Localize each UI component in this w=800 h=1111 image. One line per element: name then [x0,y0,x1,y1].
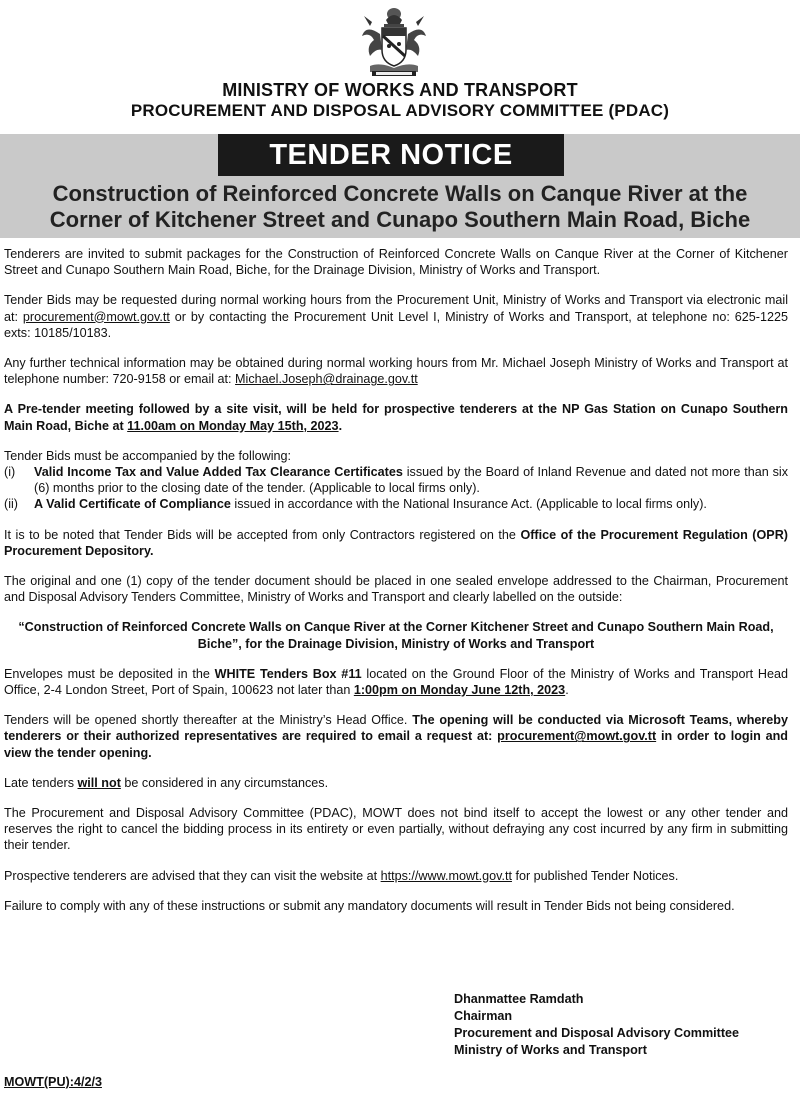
text: A Pre-tender meeting followed by a site visit, will be held for prospective tenderers at the NP Gas Station on Cunapo Southern Main Road, Biche at [4,402,788,433]
text: . [565,683,569,698]
signature-block [454,991,739,1059]
envelope-label-quote: “Construction of Reinforced Concrete Walls on Canque River at the Corner Kitchener Street and Cunapo Southern Main Road, Biche”, for the Drainage Division, Ministry of Works and Transport [18,620,774,651]
subject-line-1: Construction of Reinforced Concrete Walls on Canque River at the [52,181,748,206]
closing-date: 1:00pm on Monday June 12th, 2023 [353,683,566,698]
text: be considered in any circumstances. [120,775,329,790]
signatory-name: Dhanmattee Ramdath [454,992,584,1006]
paragraph-technical-info [4,355,788,387]
paragraph-envelope-instructions: The original and one (1) copy of the tender document should be placed in one sealed envelope addressed to the Chairman, Procurement and Disposal Advisory Tenders Committee, Ministry of Works and Transport and clearly labelled on the outside: [4,574,788,605]
paragraph-compliance: Failure to comply with any of these instructions or submit any mandatory documents will result in Tender Bids not being considered. [4,898,735,913]
text: WHITE Tenders Box #11 [214,666,362,681]
text: A Valid Certificate of Compliance [34,497,231,512]
procurement-email-link[interactable]: procurement@mowt.gov.tt [22,309,170,324]
text: Late tenders [4,775,78,790]
paragraph-registration [4,527,788,559]
text: Tenders will be opened shortly thereafter at the Ministry’s Head Office. [4,713,413,728]
text: issued in accordance with the National Insurance Act. (Applicable to local firms only). [230,497,707,512]
committee-name: PROCUREMENT AND DISPOSAL ADVISORY COMMITTEE (PDAC) [130,101,670,120]
text: Any further technical information may be obtained during normal working hours from Mr. Michael Joseph Ministry of Works and Transport at telephone number: 720-9158 or email at: [4,356,788,387]
signatory-ministry: Ministry of Works and Transport [454,1043,647,1057]
text: Valid Income Tax and Value Added Tax Clearance Certificates [34,465,403,480]
text: . [338,418,343,433]
paragraph-deposit [4,666,788,698]
notice-banner [0,134,800,238]
text: The opening will be conducted via Microsoft Teams, whereby tenderers or their authorized representatives are required to email a request at: [4,713,789,744]
paragraph-opening [4,712,788,761]
text: or by contacting the Procurement Unit Level I, Ministry of Works and Transport, at telephone no: 625-1225 exts: 10185/10183. [4,309,788,340]
signatory-committee: Procurement and Disposal Advisory Committee [454,1026,740,1040]
ministry-name: MINISTRY OF WORKS AND TRANSPORT [222,80,578,100]
tender-subject [0,181,800,233]
reference-code: MOWT(PU):4/2/3 [4,1075,102,1089]
text: located on the Ground Floor of the Ministry of Works and Transport Head Office, 2-4 London Street, Port of Spain, 100623 not later than [4,666,789,698]
list-marker: (i) [4,465,16,480]
paragraph-invitation: Tenderers are invited to submit packages for the Construction of Reinforced Concrete Walls on Canque River at the Corner of Kitchener Street and Cunapo Southern Main Road, Biche, for the Drainage Division, Ministry of Works and Transport. [4,247,788,278]
paragraph-disclaimer: The Procurement and Disposal Advisory Committee (PDAC), MOWT does not bind itself to accept the lowest or any other tender and reserves the right to cancel the bidding process in its entirety or even partially, without defraying any cost incurred by any firm in submitting their tender. [4,806,788,853]
list-item [4,464,788,496]
text: Office of the Procurement Regulation (OPR) Procurement Depository. [4,527,788,558]
list-marker: (ii) [4,497,18,512]
text: issued by the Board of Inland Revenue and dated not more than six (6) months prior to the closing date of the tender. (Applicable to local firms only). [34,465,788,496]
text: in order to login and view the tender opening. [4,729,788,760]
signatory-title: Chairman [454,1009,513,1023]
opening-request-email-link[interactable]: procurement@mowt.gov.tt [497,729,657,744]
paragraph-website [4,868,788,884]
paragraph-late-tenders [4,775,788,791]
requirements-intro: Tender Bids must be accompanied by the following: [4,448,292,463]
text: for published Tender Notices. [511,868,679,883]
list-item [4,496,788,512]
notice-body [4,246,788,928]
requirements-list [4,448,788,513]
text: Tender Bids may be requested during normal working hours from the Procurement Unit, Ministry of Works and Transport via electronic mail at: [4,293,788,324]
coat-of-arms-icon [356,6,432,78]
text: will not [77,775,121,790]
paragraph-request-bids [4,292,788,341]
technical-contact-email-link[interactable]: Michael.Joseph@drainage.gov.tt [235,372,418,387]
meeting-date: 11.00am on Monday May 15th, 2023 [127,418,339,433]
text: It is to be noted that Tender Bids will be accepted from only Contractors registered on the [4,527,521,542]
paragraph-pre-tender-meeting [4,401,788,433]
text: Prospective tenderers are advised that they can visit the website at [4,868,381,883]
text: Envelopes must be deposited in the [4,666,215,681]
website-link[interactable]: https://www.mowt.gov.tt [380,868,512,883]
list-item-text [34,496,788,512]
tender-notice-label: TENDER NOTICE [218,134,564,176]
list-item-text [34,464,788,496]
subject-line-2: Corner of Kitchener Street and Cunapo Southern Main Road, Biche [49,207,751,232]
